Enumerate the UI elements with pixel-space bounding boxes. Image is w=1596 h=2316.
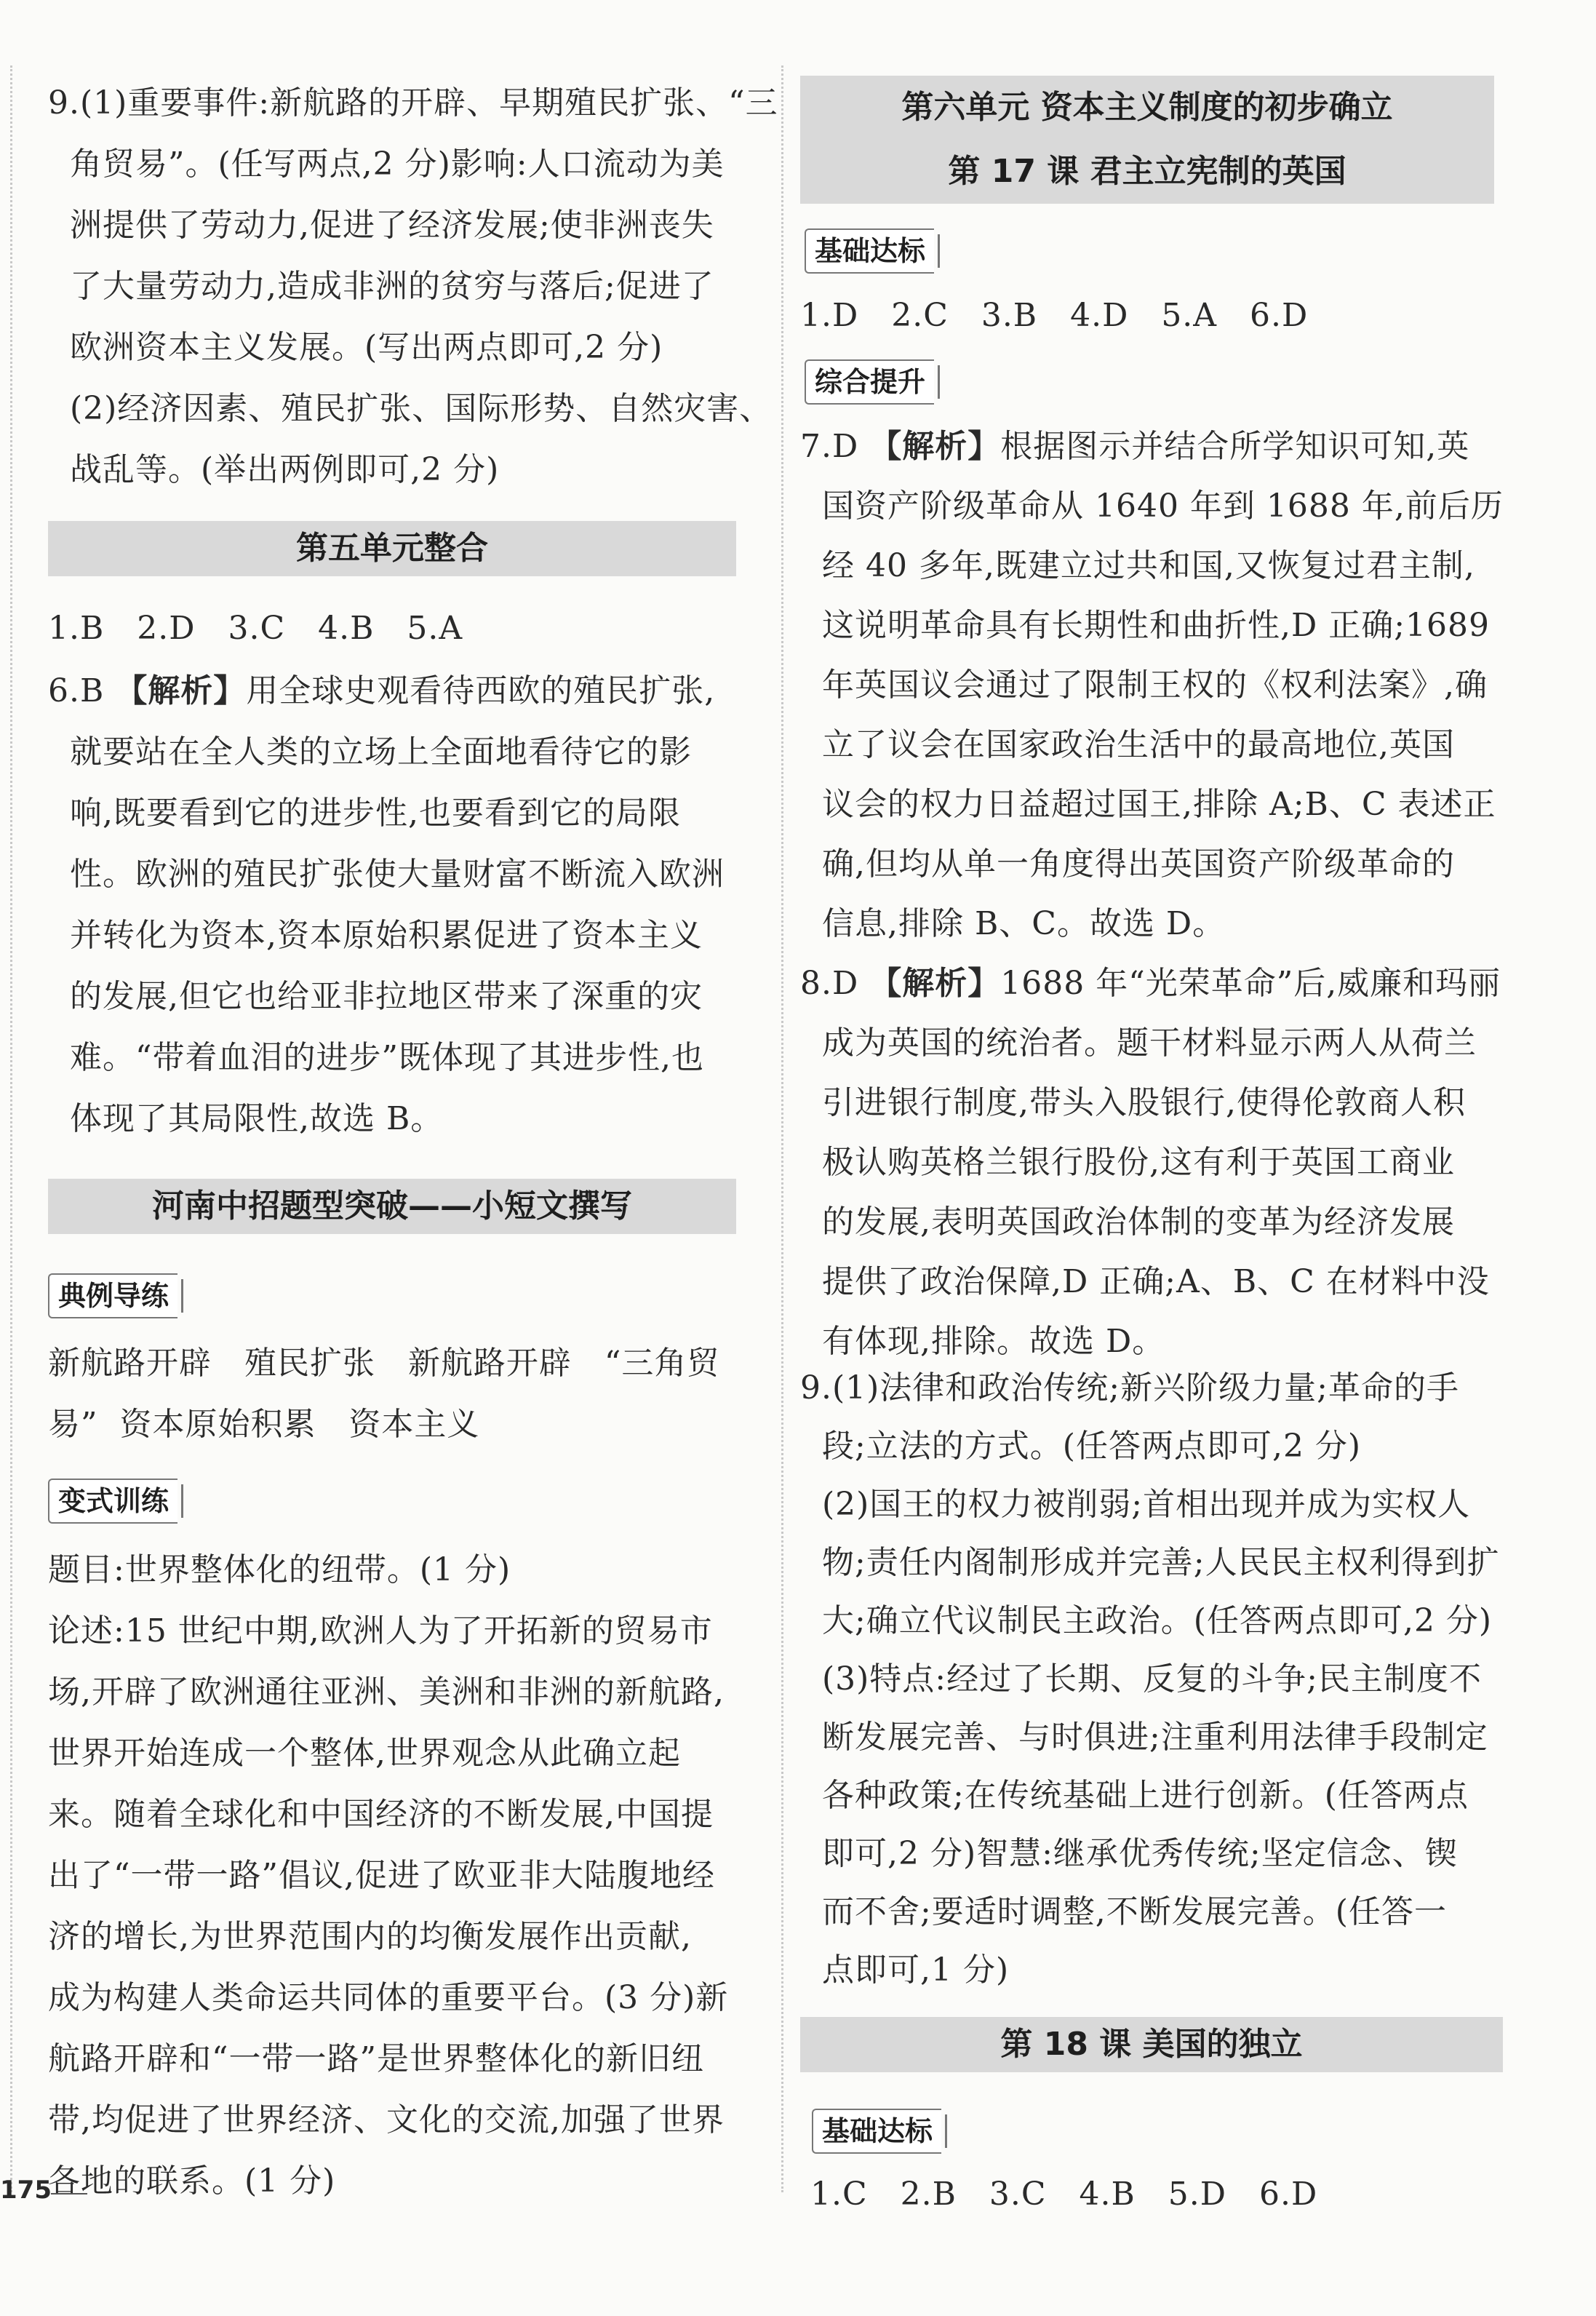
q9r-line-11: 点即可,1 分) (800, 1951, 1010, 1989)
q9r-line-9: 即可,2 分)智慧:继承优秀传统;坚定信念、锲 (800, 1835, 1458, 1872)
q7-line-7: 议会的权力日益超过国王,排除 A;B、C 表述正 (800, 786, 1496, 823)
q8-line-6: 提供了政治保障,D 正确;A、B、C 在材料中没 (800, 1263, 1490, 1300)
l17-basic-answers: 1.D 2.C 3.B 4.D 5.A 6.D (800, 297, 1309, 334)
q7-line-9: 信息,排除 B、C。故选 D。 (800, 905, 1226, 942)
q7-text: 根据图示并结合所学知识可知,英 (1000, 428, 1470, 465)
q9r-line-6: (3)特点:经过了长期、反复的斗争;民主制度不 (800, 1660, 1482, 1698)
q6-number: 6.B (48, 672, 116, 709)
q8-line-3: 引进银行制度,带头入股银行,使得伦敦商人积 (800, 1084, 1466, 1121)
q9-line-6: (2)经济因素、殖民扩张、国际形势、自然灾害、 (48, 390, 773, 427)
q8-line-5: 的发展,表明英国政治体制的变革为经济发展 (800, 1203, 1455, 1241)
tag-example: 典例导练 (48, 1273, 177, 1318)
tag-basic-2: 基础达标 (812, 2109, 941, 2154)
q9-line-3: 洲提供了劳动力,促进了经济发展;使非洲丧失 (48, 207, 714, 244)
center-divider (781, 65, 783, 2192)
example-line-2: 易” 资本原始积累 资本主义 (48, 1406, 480, 1443)
q6-line-4: 性。欧洲的殖民扩张使大量财富不断流入欧洲 (48, 856, 725, 893)
variant-line-1: 题目:世界整体化的纽带。(1 分) (48, 1551, 511, 1588)
q9r-line-5: 大;确立代议制民主政治。(任答两点即可,2 分) (800, 1602, 1493, 1639)
variant-line-6: 出了“一带一路”倡议,促进了欧亚非大陆腹地经 (48, 1857, 715, 1894)
lesson18-title: 第 18 课 美国的独立 (800, 2017, 1503, 2072)
q7-line-8: 确,但均从单一角度得出英国资产阶级革命的 (800, 845, 1455, 883)
q8-line-2: 成为英国的统治者。题干材料显示两人从荷兰 (800, 1024, 1477, 1062)
q9-line-1: 9.(1)重要事件:新航路的开辟、早期殖民扩张、“三 (48, 84, 778, 122)
page-number: 175 (0, 2176, 52, 2205)
q7-number: 7.D (800, 428, 870, 465)
q6-line-8: 体现了其局限性,故选 B。 (48, 1100, 444, 1137)
q6-line-7: 难。“带着血泪的进步”既体现了其进步性,也 (48, 1039, 704, 1076)
variant-line-11: 各地的联系。(1 分) (48, 2162, 336, 2200)
q9r-line-8: 各种政策;在传统基础上进行创新。(任答两点 (800, 1777, 1469, 1814)
q7-line-6: 立了议会在国家政治生活中的最高地位,英国 (800, 726, 1455, 763)
q8-analysis-tag: 【解析】 (869, 965, 1001, 1002)
q6-line-5: 并转化为资本,资本原始积累促进了资本主义 (48, 917, 703, 954)
variant-line-3: 场,开辟了欧洲通往亚洲、美洲和非洲的新航路, (48, 1674, 725, 1711)
q7-line-2: 国资产阶级革命从 1640 年到 1688 年,前后历 (800, 488, 1504, 525)
q7-analysis-tag: 【解析】 (869, 428, 1001, 465)
column-divider (10, 65, 12, 2192)
variant-line-8: 成为构建人类命运共同体的重要平台。(3 分)新 (48, 1979, 729, 2016)
q9-line-5: 欧洲资本主义发展。(写出两点即可,2 分) (48, 329, 663, 366)
q8-text: 1688 年“光荣革命”后,威廉和玛丽 (1000, 965, 1501, 1002)
q7-line-3: 经 40 多年,既建立过共和国,又恢复过君主制, (800, 547, 1475, 584)
q6-line-1 (48, 661, 715, 722)
q7-line-4: 这说明革命具有长期性和曲折性,D 正确;1689 (800, 607, 1491, 644)
q6-text: 用全球史观看待西欧的殖民扩张, (246, 672, 716, 709)
q8-line-1 (800, 953, 1501, 1014)
henan-title: 河南中招题型突破——小短文撰写 (48, 1179, 736, 1234)
q9-line-2: 角贸易”。(任写两点,2 分)影响:人口流动为美 (48, 146, 725, 183)
page-number-rule (51, 2193, 87, 2194)
q9-line-7: 战乱等。(举出两例即可,2 分) (48, 451, 500, 488)
variant-line-2: 论述:15 世纪中期,欧洲人为了开拓新的贸易市 (48, 1612, 713, 1650)
q6-analysis-tag: 【解析】 (115, 672, 247, 709)
variant-line-9: 航路开辟和“一带一路”是世界整体化的新旧纽 (48, 2040, 704, 2077)
q6-line-2: 就要站在全人类的立场上全面地看待它的影 (48, 733, 692, 771)
variant-line-4: 世界开始连成一个整体,世界观念从此确立起 (48, 1735, 681, 1772)
unit5-title: 第五单元整合 (48, 521, 736, 576)
q7-line-1 (800, 416, 1469, 477)
q6-line-3: 响,既要看到它的进步性,也要看到它的局限 (48, 795, 681, 832)
q9-line-4: 了大量劳动力,造成非洲的贫穷与落后;促进了 (48, 268, 714, 305)
q6-line-6: 的发展,但它也给亚非拉地区带来了深重的灾 (48, 978, 703, 1015)
q9r-line-7: 断发展完善、与时俱进;注重利用法律手段制定 (800, 1719, 1488, 1756)
q9r-line-3: (2)国王的权力被削弱;首相出现并成为实权人 (800, 1486, 1471, 1523)
tag-advance: 综合提升 (805, 359, 934, 405)
variant-line-5: 来。随着全球化和中国经济的不断发展,中国提 (48, 1796, 714, 1833)
lesson17-title: 第 17 课 君主立宪制的英国 (800, 140, 1494, 204)
q9r-line-4: 物;责任内阁制形成并完善;人民民主权利得到扩 (800, 1544, 1500, 1581)
example-line-1: 新航路开辟 殖民扩张 新航路开辟 “三角贸 (48, 1345, 720, 1382)
q7-line-5: 年英国议会通过了限制王权的《权利法案》,确 (800, 666, 1488, 704)
q8-line-4: 极认购英格兰银行股份,这有利于英国工商业 (800, 1144, 1455, 1181)
q9r-line-2: 段;立法的方式。(任答两点即可,2 分) (800, 1428, 1362, 1465)
l18-basic-answers: 1.C 2.B 3.C 4.B 5.D 6.D (810, 2176, 1318, 2213)
variant-line-7: 济的增长,为世界范围内的均衡发展作出贡献, (48, 1918, 692, 1955)
q9r-line-1: 9.(1)法律和政治传统;新兴阶级力量;革命的手 (800, 1369, 1459, 1406)
unit5-answers: 1.B 2.D 3.C 4.B 5.A (48, 610, 463, 647)
variant-line-10: 带,均促进了世界经济、文化的交流,加强了世界 (48, 2101, 725, 2138)
q9r-line-10: 而不舍;要适时调整,不断发展完善。(任答一 (800, 1893, 1447, 1930)
q8-line-7: 有体现,排除。故选 D。 (800, 1323, 1165, 1360)
unit6-title: 第六单元 资本主义制度的初步确立 (800, 76, 1494, 140)
tag-basic: 基础达标 (805, 228, 934, 274)
q8-number: 8.D (800, 965, 870, 1002)
tag-variant: 变式训练 (48, 1479, 177, 1524)
